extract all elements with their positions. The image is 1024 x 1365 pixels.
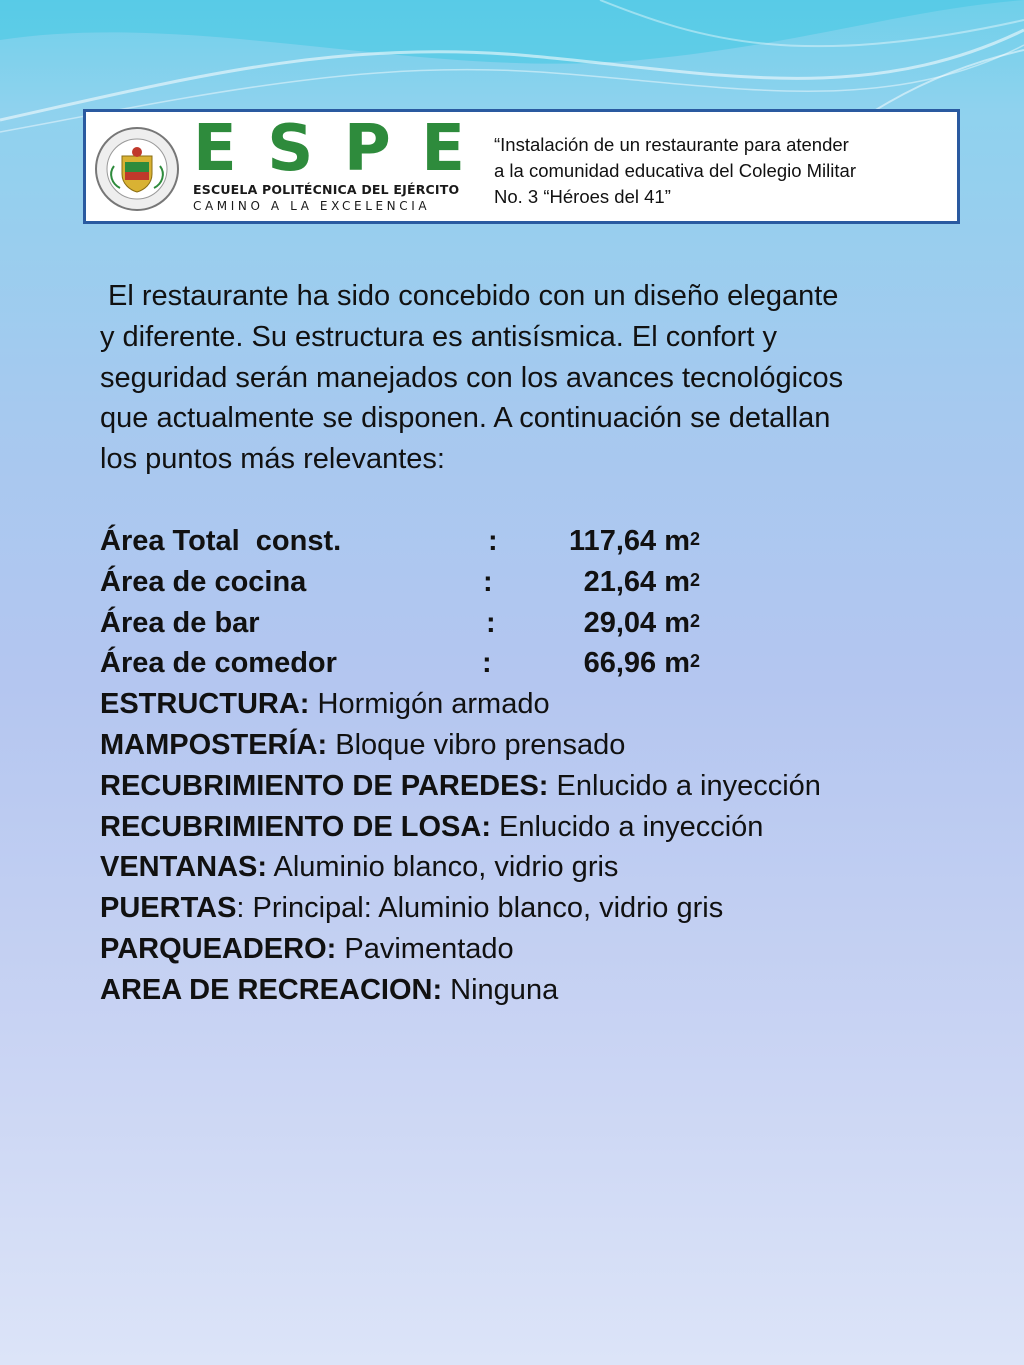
area-label: Área de cocina [100, 565, 307, 598]
intro-line: los puntos más relevantes: [100, 443, 445, 476]
brand-letter: S [267, 112, 314, 186]
project-title-line: No. 3 “Héroes del 41” [494, 186, 671, 207]
brand-tagline: CAMINO A LA EXCELENCIA [193, 199, 431, 213]
area-value: 66,96 $m^2$ [583, 647, 700, 680]
spec-ventanas: VENTANAS: Aluminio blanco, vidrio gris [100, 851, 619, 884]
intro-line: El restaurante ha sido concebido con un diseño elegante [100, 280, 839, 312]
intro-line: y diferente. Su estructura es antisísmica. El confort y [100, 320, 777, 353]
project-title [494, 132, 954, 210]
area-value: 117,64 $m^2$ [569, 524, 700, 557]
brand-name: ESCUELA POLITÉCNICA DEL EJÉRCITO [193, 182, 460, 197]
project-title-line: a la comunidad educativa del Colegio Militar [494, 160, 856, 181]
brand-letter: E [421, 112, 465, 186]
area-bar-row [100, 603, 1000, 644]
area-label: Área de bar [100, 606, 260, 639]
spec-puertas: PUERTAS: Principal: Aluminio blanco, vidrio gris [100, 892, 724, 925]
brand-letter: P [343, 112, 391, 186]
intro-line: seguridad serán manejados con los avances tecnológicos [100, 361, 844, 394]
header-banner [83, 109, 960, 224]
area-colon: : [482, 647, 492, 680]
brand-logo-letters [193, 112, 465, 186]
area-colon: : [486, 606, 496, 639]
espe-seal-icon [94, 126, 180, 212]
area-value: 21,64 $m^2$ [583, 565, 700, 598]
project-title-line: “Instalación de un restaurante para atender [494, 134, 849, 155]
spec-mamposteria: MAMPOSTERÍA: Bloque vibro prensado [100, 728, 626, 761]
area-value: 29,04 $m^2$ [583, 606, 700, 639]
spec-recubrimiento-losa: RECUBRIMIENTO DE LOSA: Enlucido a inyección [100, 810, 764, 843]
area-label: Área Total const. [100, 524, 342, 557]
area-label: Área de comedor [100, 647, 337, 680]
area-cocina-row [100, 562, 1000, 603]
intro-line: que actualmente se disponen. A continuación se detallan [100, 402, 831, 435]
spec-area-recreacion: AREA DE RECREACION: Ninguna [100, 973, 559, 1006]
spec-parqueadero: PARQUEADERO: Pavimentado [100, 932, 514, 965]
area-total-row [100, 521, 1000, 562]
spec-estructura: ESTRUCTURA: Hormigón armado [100, 688, 550, 721]
area-comedor-row [100, 643, 1000, 684]
brand-letter: E [193, 112, 237, 186]
espe-brand [193, 112, 465, 218]
intro-paragraph [100, 276, 1000, 480]
main-content [100, 276, 1000, 1011]
area-colon: : [488, 524, 498, 557]
spec-recubrimiento-paredes: RECUBRIMIENTO DE PAREDES: Enlucido a inyección [100, 769, 821, 802]
area-colon: : [483, 565, 493, 598]
